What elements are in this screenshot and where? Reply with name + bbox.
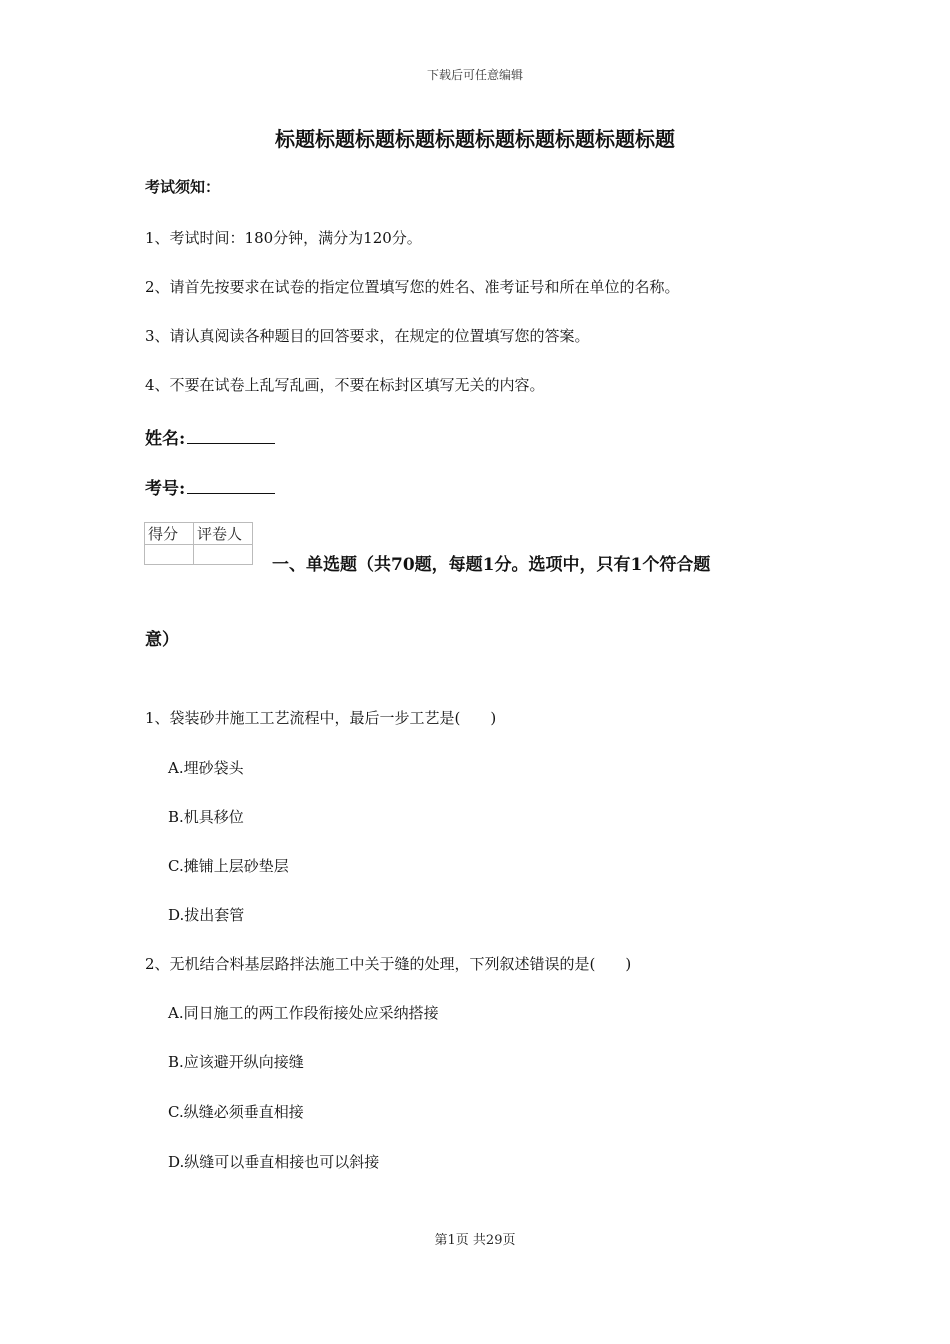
header-note: 下载后可任意编辑 bbox=[426, 68, 523, 82]
notice-item: 3、请认真阅读各种题目的回答要求，在规定的位置填写您的答案。 bbox=[145, 327, 590, 345]
grader-header: 评卷人 bbox=[194, 523, 253, 545]
score-table-blank-row bbox=[145, 545, 253, 565]
score-table bbox=[144, 522, 253, 565]
exam-number-blank-line[interactable] bbox=[187, 477, 275, 494]
name-field bbox=[145, 424, 275, 449]
answer-option: C.纵缝必须垂直相接 bbox=[168, 1103, 304, 1121]
page-footer: 第1页 共29页 bbox=[434, 1233, 516, 1248]
section-heading-continued: 意） bbox=[145, 630, 179, 650]
score-cell bbox=[145, 545, 194, 565]
score-table-header-row bbox=[145, 523, 253, 545]
notice-item: 1、考试时间：180分钟，满分为120分。 bbox=[145, 229, 422, 247]
question-text: 1、袋装砂井施工工艺流程中，最后一步工艺是( ) bbox=[145, 709, 497, 727]
answer-option: A.同日施工的两工作段衔接处应采纳搭接 bbox=[168, 1004, 439, 1022]
answer-option: A.埋砂袋头 bbox=[168, 759, 244, 777]
exam-number-field bbox=[145, 474, 275, 499]
question-text: 2、无机结合料基层路拌法施工中关于缝的处理，下列叙述错误的是( ) bbox=[145, 955, 632, 973]
name-blank-line[interactable] bbox=[187, 427, 275, 444]
grader-cell bbox=[194, 545, 253, 565]
answer-option: D.纵缝可以垂直相接也可以斜接 bbox=[168, 1153, 380, 1171]
name-label: 姓名: bbox=[145, 429, 186, 449]
answer-option: D.拔出套管 bbox=[168, 906, 245, 924]
answer-option: C.摊铺上层砂垫层 bbox=[168, 857, 289, 875]
document-title: 标题标题标题标题标题标题标题标题标题标题 bbox=[275, 127, 675, 151]
section-heading: 一、单选题（共70题，每题1分。选项中，只有1个符合题 bbox=[272, 555, 711, 575]
notice-heading: 考试须知： bbox=[145, 178, 221, 196]
notice-item: 2、请首先按要求在试卷的指定位置填写您的姓名、准考证号和所在单位的名称。 bbox=[145, 278, 680, 296]
notice-item: 4、不要在试卷上乱写乱画，不要在标封区填写无关的内容。 bbox=[145, 376, 545, 394]
exam-number-label: 考号: bbox=[145, 479, 186, 499]
score-header: 得分 bbox=[145, 523, 194, 545]
answer-option: B.应该避开纵向接缝 bbox=[168, 1053, 304, 1071]
answer-option: B.机具移位 bbox=[168, 808, 244, 826]
